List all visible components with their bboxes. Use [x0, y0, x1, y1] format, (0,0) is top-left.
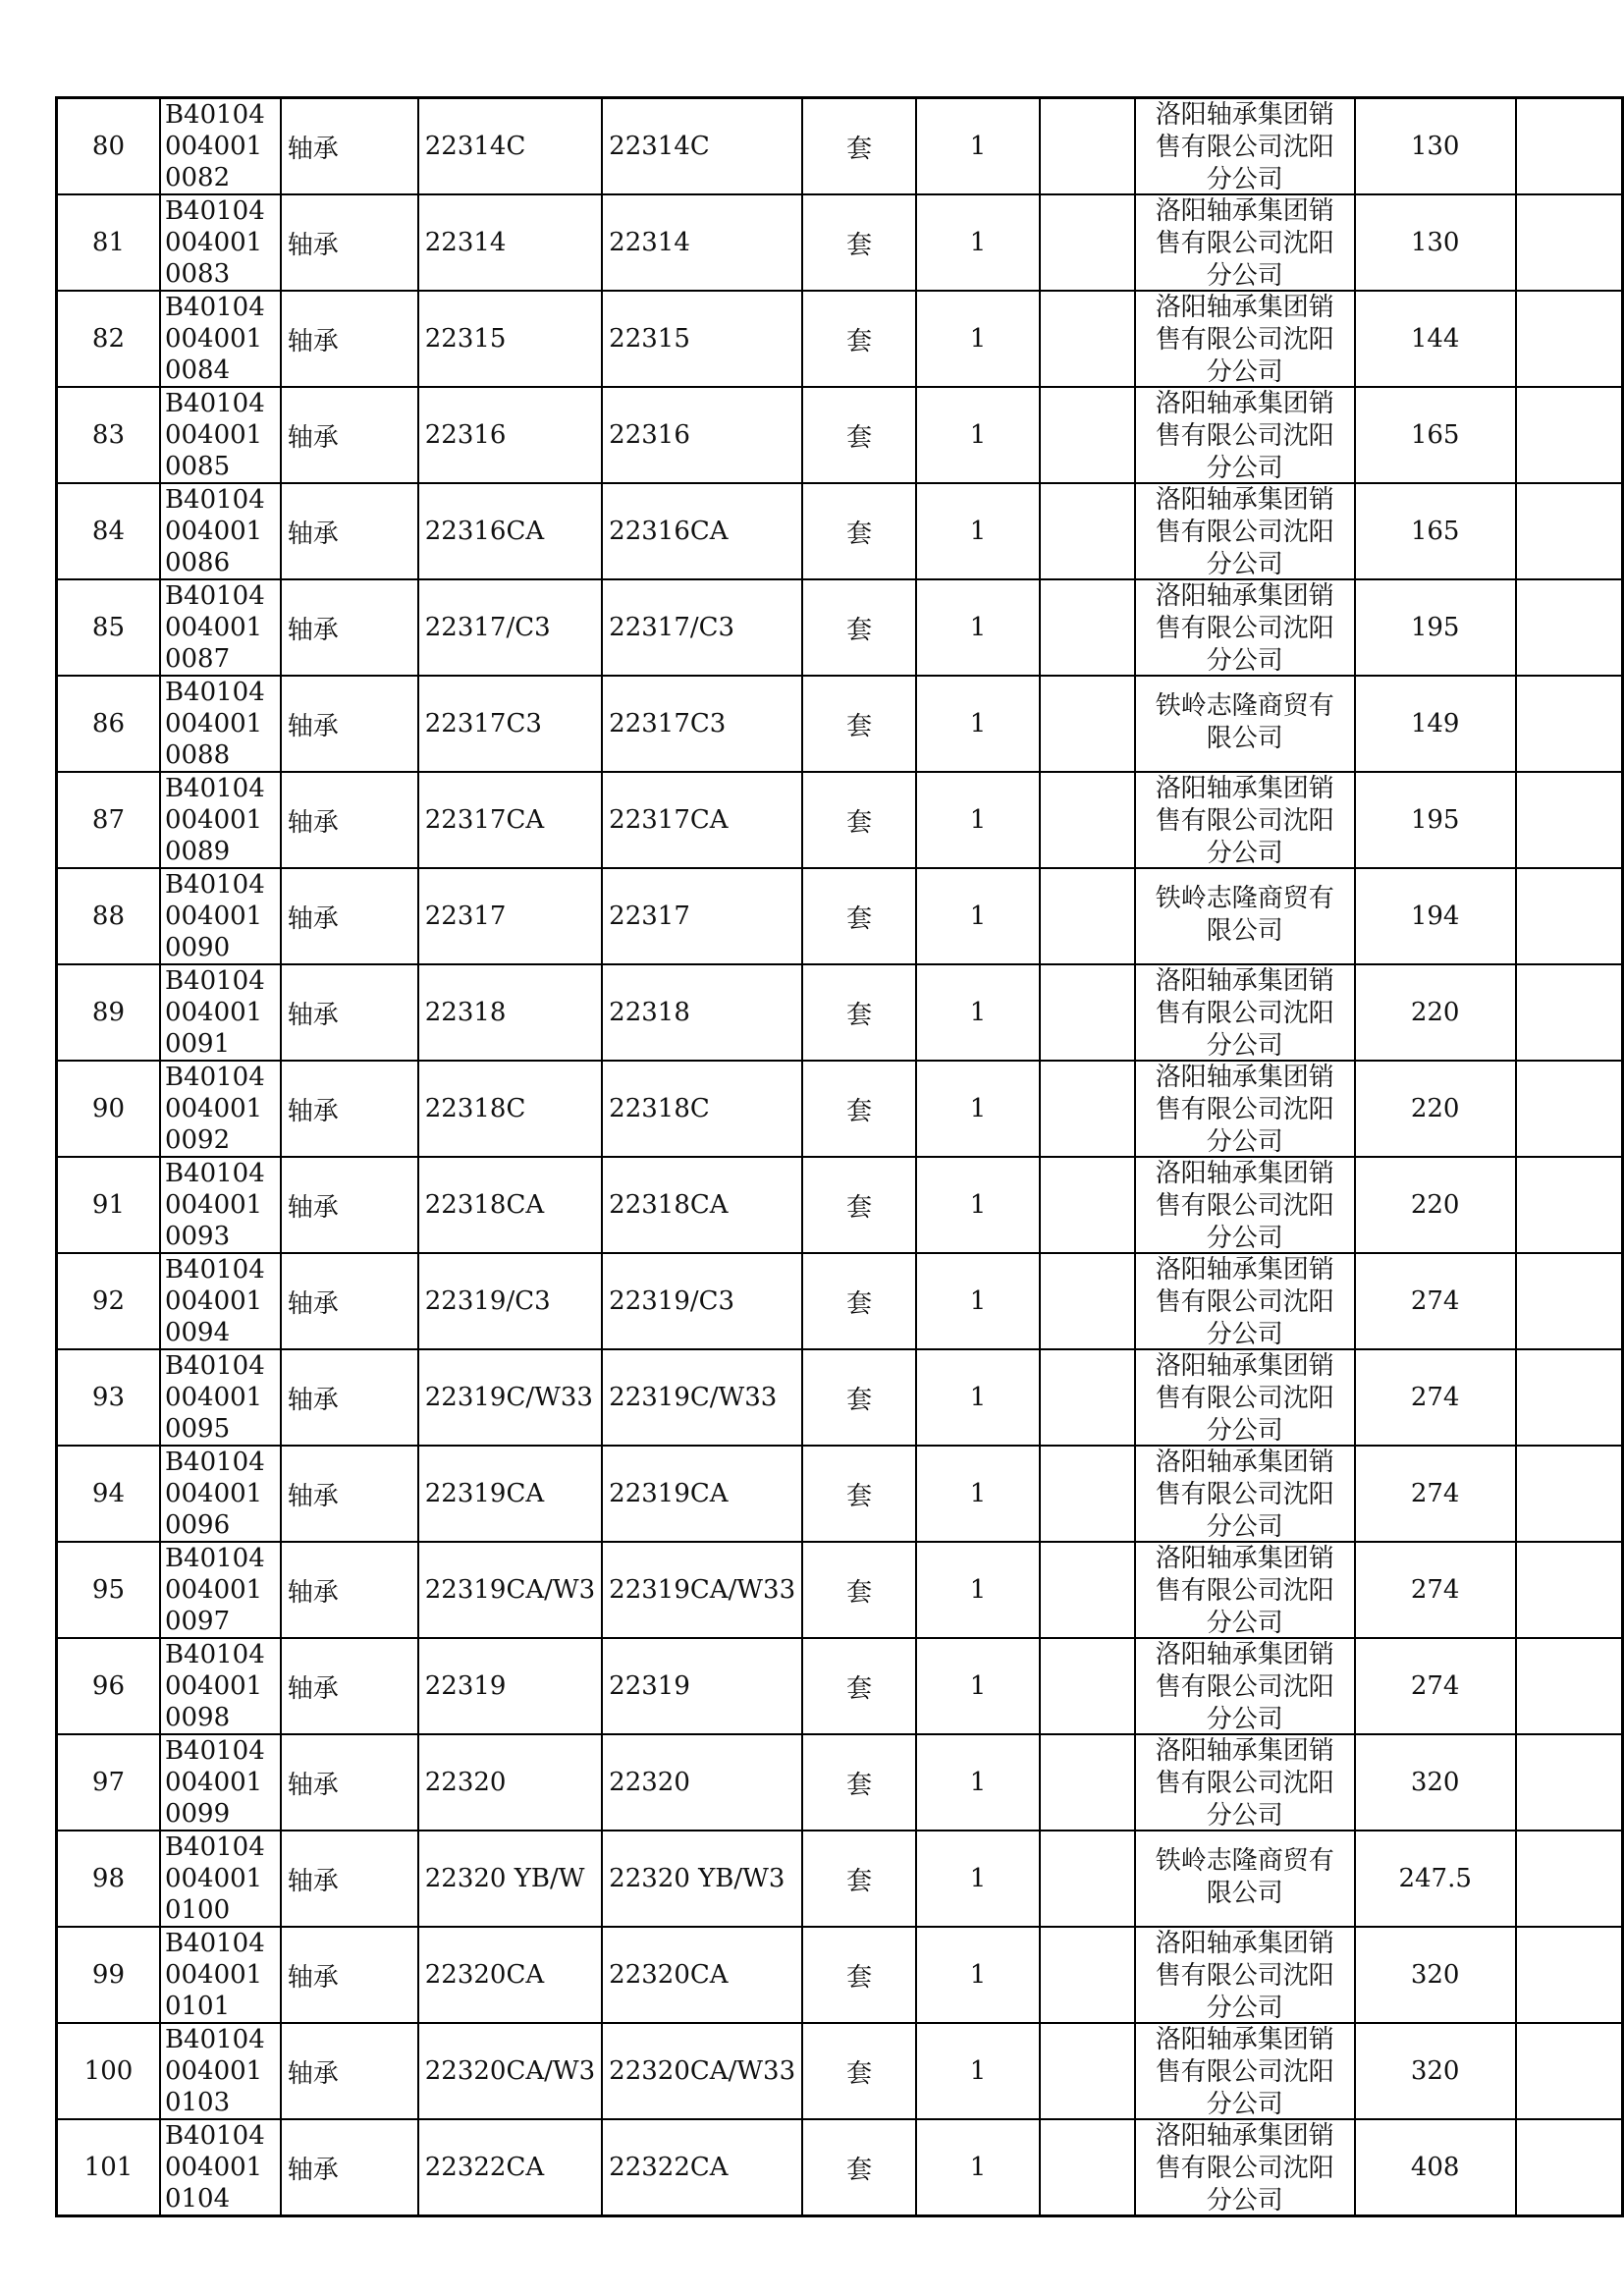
unit: 套 — [802, 2023, 916, 2119]
item-name: 轴承 — [281, 579, 418, 676]
model: 22317CA — [602, 772, 802, 868]
unit-price: 274 — [1355, 1349, 1516, 1446]
unit-price: 408 — [1355, 2119, 1516, 2216]
table-row — [57, 194, 1623, 291]
unit: 套 — [802, 291, 916, 387]
material-code: B401040040010103 — [160, 2023, 281, 2119]
supplier-text: 铁岭志隆商贸有限公司 — [1155, 884, 1334, 946]
supplier — [1135, 1446, 1355, 1542]
note — [1040, 1253, 1135, 1349]
specification: 22317CA — [418, 772, 602, 868]
supplier-text: 洛阳轴承集团销售有限公司沈阳分公司 — [1155, 100, 1334, 191]
material-code: B401040040010088 — [160, 676, 281, 772]
quantity: 1 — [916, 868, 1040, 964]
material-code: B401040040010092 — [160, 1061, 281, 1157]
note — [1040, 1061, 1135, 1157]
supplier-text: 洛阳轴承集团销售有限公司沈阳分公司 — [1155, 1736, 1334, 1828]
unit: 套 — [802, 387, 916, 483]
unit-price: 320 — [1355, 2023, 1516, 2119]
unit: 套 — [802, 1831, 916, 1927]
unit: 套 — [802, 483, 916, 579]
row-number: 85 — [57, 579, 160, 676]
model: 22320 YB/W3 — [602, 1831, 802, 1927]
unit: 套 — [802, 676, 916, 772]
supplier — [1135, 2023, 1355, 2119]
unit-price: 247.5 — [1355, 1831, 1516, 1927]
note — [1040, 483, 1135, 579]
item-name: 轴承 — [281, 387, 418, 483]
supplier-text: 洛阳轴承集团销售有限公司沈阳分公司 — [1155, 966, 1334, 1058]
unit: 套 — [802, 1927, 916, 2023]
model: 22314C — [602, 98, 802, 195]
row-number: 88 — [57, 868, 160, 964]
model: 22318C — [602, 1061, 802, 1157]
supplier — [1135, 1157, 1355, 1253]
item-name: 轴承 — [281, 1734, 418, 1831]
supplier — [1135, 291, 1355, 387]
table-row — [57, 772, 1623, 868]
model: 22315 — [602, 291, 802, 387]
material-code: B401040040010099 — [160, 1734, 281, 1831]
quantity: 1 — [916, 387, 1040, 483]
table-row — [57, 1927, 1623, 2023]
unit: 套 — [802, 1446, 916, 1542]
table-row — [57, 1349, 1623, 1446]
unit-price: 274 — [1355, 1542, 1516, 1638]
row-number: 86 — [57, 676, 160, 772]
quantity: 1 — [916, 772, 1040, 868]
remark — [1516, 1349, 1623, 1446]
unit-price: 320 — [1355, 1927, 1516, 2023]
note — [1040, 1349, 1135, 1446]
remark — [1516, 676, 1623, 772]
specification: 22320 YB/W — [418, 1831, 602, 1927]
table-row — [57, 2119, 1623, 2216]
supplier — [1135, 868, 1355, 964]
row-number: 80 — [57, 98, 160, 195]
row-number: 89 — [57, 964, 160, 1061]
quantity: 1 — [916, 579, 1040, 676]
row-number: 83 — [57, 387, 160, 483]
unit: 套 — [802, 1542, 916, 1638]
specification: 22319 — [418, 1638, 602, 1734]
model: 22319/C3 — [602, 1253, 802, 1349]
item-name: 轴承 — [281, 2119, 418, 2216]
unit-price: 274 — [1355, 1253, 1516, 1349]
row-number: 100 — [57, 2023, 160, 2119]
remark — [1516, 1927, 1623, 2023]
note — [1040, 1157, 1135, 1253]
unit: 套 — [802, 1157, 916, 1253]
quantity: 1 — [916, 1253, 1040, 1349]
model: 22319CA — [602, 1446, 802, 1542]
unit-price: 149 — [1355, 676, 1516, 772]
table-row — [57, 676, 1623, 772]
material-code: B401040040010087 — [160, 579, 281, 676]
row-number: 96 — [57, 1638, 160, 1734]
material-code: B401040040010097 — [160, 1542, 281, 1638]
unit-price: 144 — [1355, 291, 1516, 387]
table-row — [57, 1157, 1623, 1253]
material-code: B401040040010094 — [160, 1253, 281, 1349]
table-row — [57, 1061, 1623, 1157]
unit-price: 194 — [1355, 868, 1516, 964]
material-code: B401040040010082 — [160, 98, 281, 195]
quantity: 1 — [916, 291, 1040, 387]
unit: 套 — [802, 1349, 916, 1446]
unit-price: 165 — [1355, 387, 1516, 483]
item-name: 轴承 — [281, 1349, 418, 1446]
material-code: B401040040010084 — [160, 291, 281, 387]
material-code: B401040040010089 — [160, 772, 281, 868]
remark — [1516, 772, 1623, 868]
supplier — [1135, 1253, 1355, 1349]
unit-price: 220 — [1355, 1157, 1516, 1253]
specification: 22322CA — [418, 2119, 602, 2216]
quantity: 1 — [916, 1831, 1040, 1927]
quantity: 1 — [916, 1542, 1040, 1638]
note — [1040, 194, 1135, 291]
remark — [1516, 2023, 1623, 2119]
note — [1040, 964, 1135, 1061]
supplier — [1135, 772, 1355, 868]
unit-price: 220 — [1355, 1061, 1516, 1157]
model: 22320CA — [602, 1927, 802, 2023]
supplier-text: 铁岭志隆商贸有限公司 — [1155, 1846, 1334, 1908]
unit-price: 274 — [1355, 1446, 1516, 1542]
unit-price: 320 — [1355, 1734, 1516, 1831]
unit: 套 — [802, 1061, 916, 1157]
remark — [1516, 1734, 1623, 1831]
unit-price: 165 — [1355, 483, 1516, 579]
remark — [1516, 291, 1623, 387]
table-row — [57, 1253, 1623, 1349]
model: 22320 — [602, 1734, 802, 1831]
supplier-text: 洛阳轴承集团销售有限公司沈阳分公司 — [1155, 1929, 1334, 2020]
table-row — [57, 1542, 1623, 1638]
material-code: B401040040010083 — [160, 194, 281, 291]
model: 22318 — [602, 964, 802, 1061]
row-number: 95 — [57, 1542, 160, 1638]
quantity: 1 — [916, 2023, 1040, 2119]
unit-price: 130 — [1355, 194, 1516, 291]
supplier — [1135, 194, 1355, 291]
supplier-text: 洛阳轴承集团销售有限公司沈阳分公司 — [1155, 485, 1334, 576]
item-name: 轴承 — [281, 291, 418, 387]
table-row — [57, 291, 1623, 387]
row-number: 93 — [57, 1349, 160, 1446]
remark — [1516, 964, 1623, 1061]
unit: 套 — [802, 1734, 916, 1831]
supplier — [1135, 1927, 1355, 2023]
specification: 22320CA/W3 — [418, 2023, 602, 2119]
supplier — [1135, 1734, 1355, 1831]
specification: 22319CA — [418, 1446, 602, 1542]
specification: 22316CA — [418, 483, 602, 579]
remark — [1516, 2119, 1623, 2216]
supplier — [1135, 1542, 1355, 1638]
row-number: 87 — [57, 772, 160, 868]
specification: 22319C/W33 — [418, 1349, 602, 1446]
note — [1040, 387, 1135, 483]
unit-price: 195 — [1355, 579, 1516, 676]
specification: 22314C — [418, 98, 602, 195]
row-number: 84 — [57, 483, 160, 579]
item-name: 轴承 — [281, 1061, 418, 1157]
model: 22322CA — [602, 2119, 802, 2216]
quantity: 1 — [916, 964, 1040, 1061]
supplier-text: 洛阳轴承集团销售有限公司沈阳分公司 — [1155, 1448, 1334, 1539]
remark — [1516, 1638, 1623, 1734]
quantity: 1 — [916, 676, 1040, 772]
note — [1040, 1638, 1135, 1734]
table-row — [57, 1831, 1623, 1927]
item-name: 轴承 — [281, 772, 418, 868]
row-number: 99 — [57, 1927, 160, 2023]
model: 22319C/W33 — [602, 1349, 802, 1446]
table-row — [57, 579, 1623, 676]
price-list-table — [55, 96, 1624, 2217]
quantity: 1 — [916, 1638, 1040, 1734]
quantity: 1 — [916, 483, 1040, 579]
remark — [1516, 483, 1623, 579]
table-row — [57, 1446, 1623, 1542]
model: 22317/C3 — [602, 579, 802, 676]
specification: 22320CA — [418, 1927, 602, 2023]
supplier — [1135, 387, 1355, 483]
table-row — [57, 483, 1623, 579]
supplier-text: 洛阳轴承集团销售有限公司沈阳分公司 — [1155, 581, 1334, 673]
supplier-text: 洛阳轴承集团销售有限公司沈阳分公司 — [1155, 1544, 1334, 1635]
material-code: B401040040010104 — [160, 2119, 281, 2216]
item-name: 轴承 — [281, 2023, 418, 2119]
specification: 22319CA/W3 — [418, 1542, 602, 1638]
material-code: B401040040010086 — [160, 483, 281, 579]
item-name: 轴承 — [281, 98, 418, 195]
item-name: 轴承 — [281, 964, 418, 1061]
supplier — [1135, 1831, 1355, 1927]
supplier-text: 洛阳轴承集团销售有限公司沈阳分公司 — [1155, 1159, 1334, 1250]
remark — [1516, 1253, 1623, 1349]
quantity: 1 — [916, 1927, 1040, 2023]
note — [1040, 868, 1135, 964]
specification: 22318C — [418, 1061, 602, 1157]
specification: 22317C3 — [418, 676, 602, 772]
remark — [1516, 1061, 1623, 1157]
specification: 22317/C3 — [418, 579, 602, 676]
row-number: 82 — [57, 291, 160, 387]
specification: 22316 — [418, 387, 602, 483]
table-row — [57, 2023, 1623, 2119]
row-number: 101 — [57, 2119, 160, 2216]
unit: 套 — [802, 868, 916, 964]
note — [1040, 2119, 1135, 2216]
unit-price: 130 — [1355, 98, 1516, 195]
note — [1040, 98, 1135, 195]
supplier-text: 洛阳轴承集团销售有限公司沈阳分公司 — [1155, 389, 1334, 480]
material-code: B401040040010100 — [160, 1831, 281, 1927]
material-code: B401040040010095 — [160, 1349, 281, 1446]
supplier-text: 洛阳轴承集团销售有限公司沈阳分公司 — [1155, 774, 1334, 865]
supplier — [1135, 483, 1355, 579]
remark — [1516, 387, 1623, 483]
note — [1040, 291, 1135, 387]
item-name: 轴承 — [281, 1831, 418, 1927]
table-row — [57, 868, 1623, 964]
material-code: B401040040010085 — [160, 387, 281, 483]
item-name: 轴承 — [281, 1542, 418, 1638]
supplier-text: 洛阳轴承集团销售有限公司沈阳分公司 — [1155, 1351, 1334, 1443]
note — [1040, 1927, 1135, 2023]
unit: 套 — [802, 1638, 916, 1734]
row-number: 94 — [57, 1446, 160, 1542]
specification: 22314 — [418, 194, 602, 291]
item-name: 轴承 — [281, 676, 418, 772]
supplier — [1135, 2119, 1355, 2216]
supplier-text: 洛阳轴承集团销售有限公司沈阳分公司 — [1155, 293, 1334, 384]
unit: 套 — [802, 579, 916, 676]
remark — [1516, 1831, 1623, 1927]
remark — [1516, 98, 1623, 195]
model: 22316CA — [602, 483, 802, 579]
remark — [1516, 579, 1623, 676]
row-number: 97 — [57, 1734, 160, 1831]
supplier-text: 洛阳轴承集团销售有限公司沈阳分公司 — [1155, 196, 1334, 288]
row-number: 98 — [57, 1831, 160, 1927]
remark — [1516, 194, 1623, 291]
unit-price: 274 — [1355, 1638, 1516, 1734]
specification: 22318 — [418, 964, 602, 1061]
note — [1040, 2023, 1135, 2119]
note — [1040, 676, 1135, 772]
supplier-text: 铁岭志隆商贸有限公司 — [1155, 691, 1334, 753]
supplier — [1135, 1638, 1355, 1734]
unit: 套 — [802, 1253, 916, 1349]
quantity: 1 — [916, 1446, 1040, 1542]
material-code: B401040040010101 — [160, 1927, 281, 2023]
model: 22319CA/W33 — [602, 1542, 802, 1638]
unit: 套 — [802, 194, 916, 291]
note — [1040, 1542, 1135, 1638]
supplier-text: 洛阳轴承集团销售有限公司沈阳分公司 — [1155, 1640, 1334, 1731]
model: 22316 — [602, 387, 802, 483]
table-row — [57, 1638, 1623, 1734]
item-name: 轴承 — [281, 1157, 418, 1253]
note — [1040, 1446, 1135, 1542]
supplier-text: 洛阳轴承集团销售有限公司沈阳分公司 — [1155, 2025, 1334, 2116]
table-row — [57, 964, 1623, 1061]
supplier — [1135, 1061, 1355, 1157]
model: 22320CA/W33 — [602, 2023, 802, 2119]
item-name: 轴承 — [281, 1253, 418, 1349]
unit-price: 220 — [1355, 964, 1516, 1061]
item-name: 轴承 — [281, 194, 418, 291]
table-row — [57, 1734, 1623, 1831]
specification: 22318CA — [418, 1157, 602, 1253]
table-row — [57, 387, 1623, 483]
supplier — [1135, 676, 1355, 772]
note — [1040, 579, 1135, 676]
quantity: 1 — [916, 1157, 1040, 1253]
unit: 套 — [802, 98, 916, 195]
specification: 22319/C3 — [418, 1253, 602, 1349]
quantity: 1 — [916, 1734, 1040, 1831]
supplier — [1135, 579, 1355, 676]
table-row — [57, 98, 1623, 195]
supplier-text: 洛阳轴承集团销售有限公司沈阳分公司 — [1155, 1255, 1334, 1346]
unit: 套 — [802, 772, 916, 868]
item-name: 轴承 — [281, 1638, 418, 1734]
remark — [1516, 1542, 1623, 1638]
material-code: B401040040010098 — [160, 1638, 281, 1734]
quantity: 1 — [916, 1349, 1040, 1446]
quantity: 1 — [916, 1061, 1040, 1157]
row-number: 92 — [57, 1253, 160, 1349]
model: 22318CA — [602, 1157, 802, 1253]
note — [1040, 1831, 1135, 1927]
supplier — [1135, 98, 1355, 195]
remark — [1516, 868, 1623, 964]
material-code: B401040040010091 — [160, 964, 281, 1061]
supplier — [1135, 964, 1355, 1061]
model: 22319 — [602, 1638, 802, 1734]
model: 22317 — [602, 868, 802, 964]
item-name: 轴承 — [281, 483, 418, 579]
row-number: 91 — [57, 1157, 160, 1253]
row-number: 90 — [57, 1061, 160, 1157]
unit: 套 — [802, 2119, 916, 2216]
row-number: 81 — [57, 194, 160, 291]
item-name: 轴承 — [281, 1927, 418, 2023]
table-body — [57, 98, 1623, 2216]
model: 22317C3 — [602, 676, 802, 772]
specification: 22317 — [418, 868, 602, 964]
quantity: 1 — [916, 98, 1040, 195]
supplier — [1135, 1349, 1355, 1446]
supplier-text: 洛阳轴承集团销售有限公司沈阳分公司 — [1155, 2121, 1334, 2213]
specification: 22315 — [418, 291, 602, 387]
item-name: 轴承 — [281, 868, 418, 964]
material-code: B401040040010096 — [160, 1446, 281, 1542]
remark — [1516, 1446, 1623, 1542]
note — [1040, 1734, 1135, 1831]
quantity: 1 — [916, 194, 1040, 291]
supplier-text: 洛阳轴承集团销售有限公司沈阳分公司 — [1155, 1063, 1334, 1154]
remark — [1516, 1157, 1623, 1253]
unit-price: 195 — [1355, 772, 1516, 868]
material-code: B401040040010090 — [160, 868, 281, 964]
note — [1040, 772, 1135, 868]
material-code: B401040040010093 — [160, 1157, 281, 1253]
unit: 套 — [802, 964, 916, 1061]
quantity: 1 — [916, 2119, 1040, 2216]
item-name: 轴承 — [281, 1446, 418, 1542]
model: 22314 — [602, 194, 802, 291]
specification: 22320 — [418, 1734, 602, 1831]
